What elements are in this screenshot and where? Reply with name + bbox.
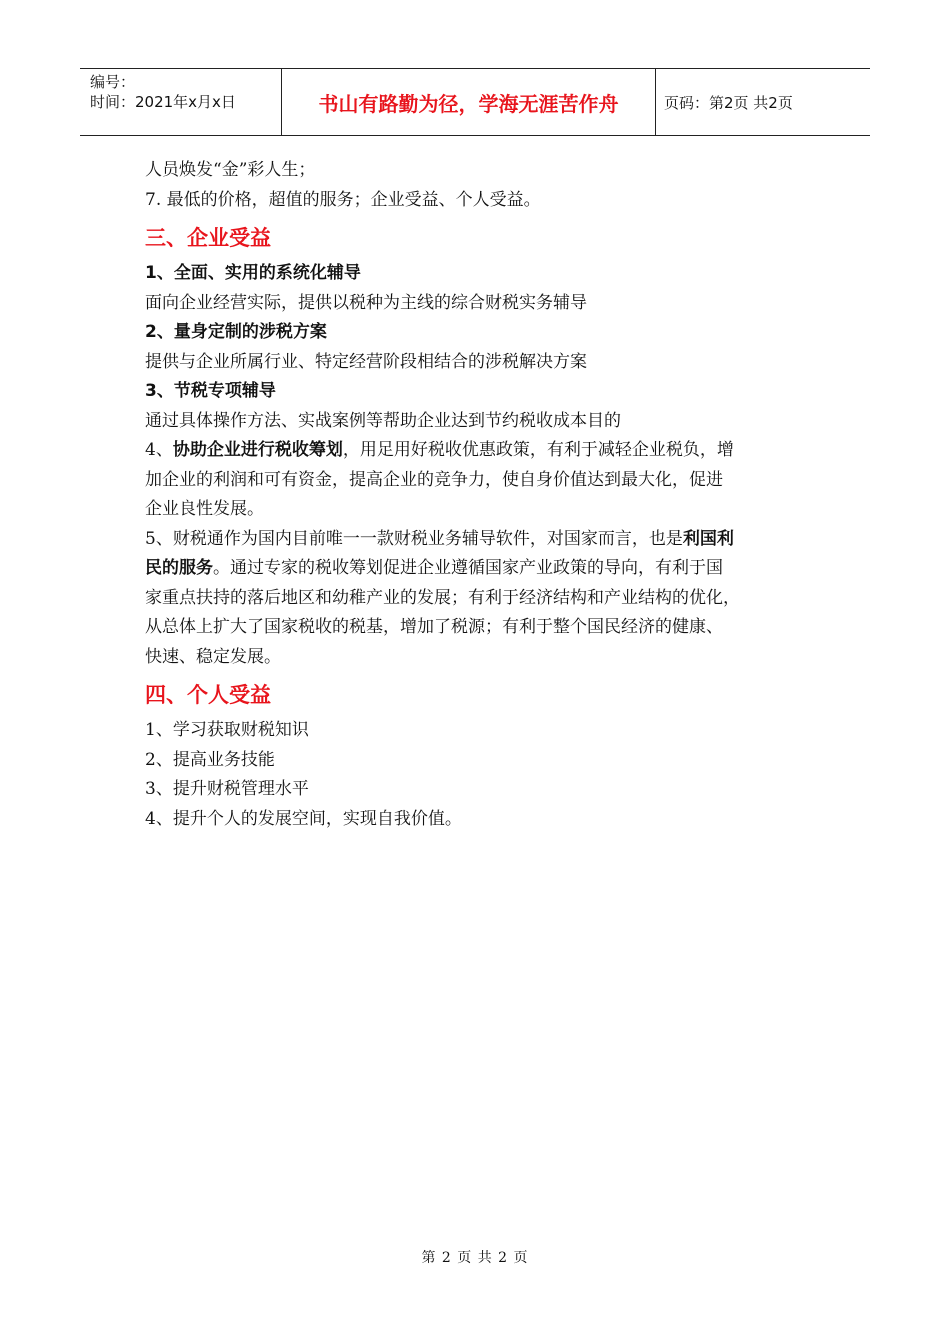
para5-line-2 <box>145 554 825 584</box>
list-item: 1、学习获取财税知识 <box>145 720 309 740</box>
section3-item-desc: 面向企业经营实际，提供以税种为主线的综合财税实务辅导 <box>145 292 587 313</box>
para4-bold: 协助企业进行税收筹划 <box>172 440 343 460</box>
para4-line-1 <box>145 436 825 466</box>
section3-item <box>145 318 825 377</box>
section3-item-title: 3、节税专项辅导 <box>145 381 276 401</box>
section3-item-title: 2、量身定制的涉税方案 <box>145 322 327 342</box>
header-id-label: 编号： <box>90 73 136 91</box>
header-time-label: 时间：2021年x月x日 <box>90 93 236 111</box>
document-body <box>145 156 825 834</box>
page-header-table <box>80 68 870 136</box>
section3-item-desc: 提供与企业所属行业、特定经营阶段相结合的涉税解决方案 <box>145 351 587 372</box>
para5-line-3: 家重点扶持的落后地区和幼稚产业的发展；有利于经济结构和产业结构的优化， <box>145 587 740 608</box>
section3-item-desc: 通过具体操作方法、实战案例等帮助企业达到节约税收成本目的 <box>145 410 621 431</box>
section3-para-4 <box>145 436 825 525</box>
list-item: 2、提高业务技能 <box>145 749 275 770</box>
para5-line-4: 从总体上扩大了国家税收的税基，增加了税源；有利于整个国民经济的健康、 <box>145 617 723 637</box>
list-item: 4、提升个人的发展空间，实现自我价值。 <box>145 808 462 829</box>
header-motto: 书山有路勤为径，学海无涯苦作舟 <box>282 69 656 135</box>
para4-line1-rest: ，用足用好税收优惠政策，有利于减轻企业税负，增 <box>342 440 734 460</box>
header-page-label: 页码：第2页 共2页 <box>664 93 793 112</box>
para4-line-3: 企业良性发展。 <box>145 499 264 519</box>
para5-line1-bold: 利国利 <box>682 528 734 549</box>
intro-line-1: 人员焕发“金”彩人生； <box>145 160 316 180</box>
section4-list <box>145 716 825 834</box>
section3-item <box>145 259 825 318</box>
para5-line2-rest: 。通过专家的税收筹划促进企业遵循国家产业政策的导向，有利于国 <box>213 558 723 578</box>
section3-item <box>145 377 825 436</box>
para5-line1-text: 5、财税通作为国内目前唯一一款财税业务辅导软件，对国家而言，也是 <box>145 528 683 549</box>
section3-item-title: 1、全面、实用的系统化辅导 <box>145 263 361 283</box>
page-footer: 第 2 页 共 2 页 <box>421 1250 529 1266</box>
list-item: 3、提升财税管理水平 <box>145 779 309 799</box>
section3-para-5 <box>145 525 825 673</box>
header-meta-cell <box>80 69 282 135</box>
section4-heading: 四、个人受益 <box>145 683 271 707</box>
para5-line2-bold: 民的服务 <box>145 558 213 578</box>
para4-line-2: 加企业的利润和可有资金，提高企业的竞争力，使自身价值达到最大化，促进 <box>145 469 723 490</box>
para5-line-5: 快速、稳定发展。 <box>145 646 281 667</box>
intro-line-2: 7. 最低的价格，超值的服务；企业受益、个人受益。 <box>145 189 541 210</box>
para5-line-1 <box>145 525 825 555</box>
para4-prefix: 4、 <box>145 440 173 460</box>
section3-heading: 三、企业受益 <box>145 226 271 250</box>
